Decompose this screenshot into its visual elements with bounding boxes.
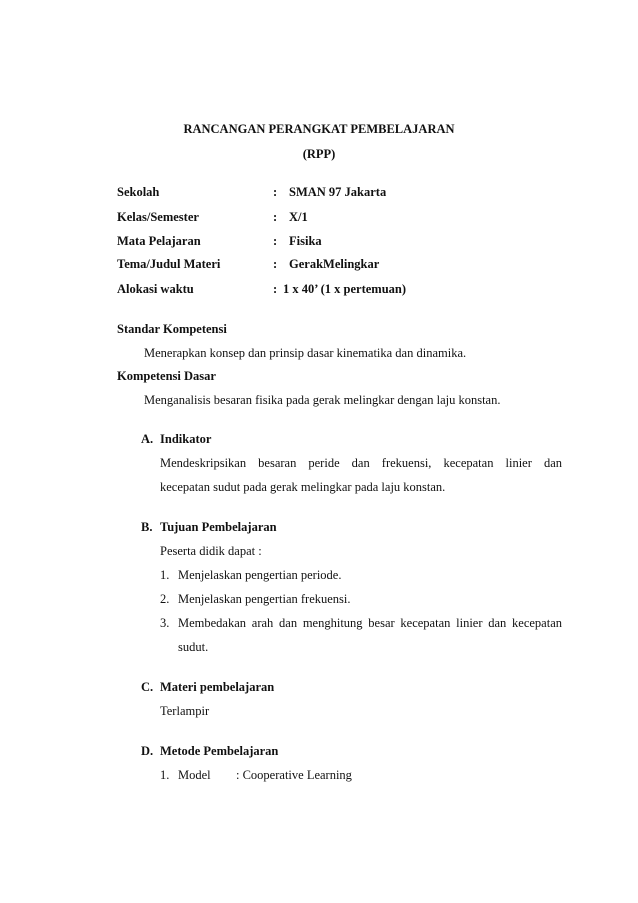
materi-heading: Materi pembelajaran — [160, 680, 275, 694]
list-number: 1. — [160, 568, 170, 582]
standar-kompetensi-heading: Standar Kompetensi — [117, 322, 227, 336]
identity-label-kelas: Kelas/Semester — [117, 210, 199, 224]
section-letter: B. — [141, 520, 153, 534]
identity-value-kelas: X/1 — [289, 210, 308, 224]
standar-kompetensi-text: Menerapkan konsep dan prinsip dasar kinematika dan dinamika. — [144, 346, 467, 360]
list-number: 1. — [160, 768, 170, 782]
identity-value-mapel: Fisika — [289, 234, 322, 248]
tujuan-item-3-line2: sudut. — [178, 640, 209, 654]
identity-label-alokasi: Alokasi waktu — [117, 282, 194, 296]
identity-value-tema: GerakMelingkar — [289, 257, 380, 271]
tujuan-item-2: Menjelaskan pengertian frekuensi. — [178, 592, 351, 606]
identity-sep: : — [273, 257, 278, 271]
tujuan-heading: Tujuan Pembelajaran — [160, 520, 277, 534]
kompetensi-dasar-heading: Kompetensi Dasar — [117, 369, 216, 383]
list-number: 3. — [160, 616, 170, 630]
identity-value-sekolah: SMAN 97 Jakarta — [289, 185, 387, 199]
identity-sep: : — [273, 234, 278, 248]
kompetensi-dasar-text: Menganalisis besaran fisika pada gerak melingkar dengan laju konstan. — [144, 393, 501, 407]
metode-item-value: : Cooperative Learning — [236, 768, 352, 782]
identity-value-alokasi: 1 x 40’ (1 x pertemuan) — [283, 282, 407, 296]
section-letter: D. — [141, 744, 154, 758]
indikator-heading: Indikator — [160, 432, 212, 446]
indikator-text-line1: Mendeskripsikan besaran peride dan frekuensi, kecepatan linier dan — [160, 456, 562, 470]
metode-item-label: Model — [178, 768, 211, 782]
materi-text: Terlampir — [160, 704, 210, 718]
section-letter: C. — [141, 680, 154, 694]
tujuan-item-3-line1: Membedakan arah dan menghitung besar kecepatan linier dan kecepatan — [178, 616, 562, 630]
list-number: 2. — [160, 592, 170, 606]
section-letter: A. — [141, 432, 154, 446]
tujuan-item-1: Menjelaskan pengertian periode. — [178, 568, 342, 582]
document-subtitle: (RPP) — [302, 147, 336, 161]
identity-sep: : — [273, 185, 278, 199]
metode-heading: Metode Pembelajaran — [160, 744, 279, 758]
identity-sep: : — [273, 282, 278, 296]
tujuan-intro: Peserta didik dapat : — [160, 544, 262, 558]
identity-label-sekolah: Sekolah — [117, 185, 160, 199]
identity-label-mapel: Mata Pelajaran — [117, 234, 201, 248]
identity-sep: : — [273, 210, 278, 224]
document-title: RANCANGAN PERANGKAT PEMBELAJARAN — [183, 122, 455, 136]
indikator-text-line2: kecepatan sudut pada gerak melingkar pada laju konstan. — [160, 480, 446, 494]
identity-label-tema: Tema/Judul Materi — [117, 257, 221, 271]
